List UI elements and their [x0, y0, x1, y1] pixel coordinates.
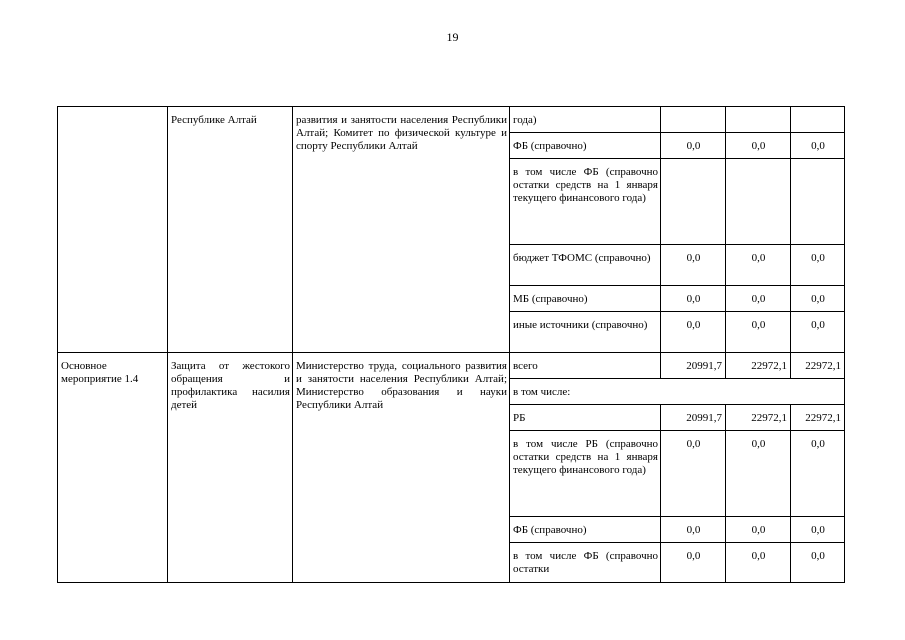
value-cell: 0,0: [791, 286, 845, 312]
value-cell: 0,0: [726, 431, 791, 517]
funding-source-cell: всего: [510, 353, 661, 379]
funding-source-cell: ФБ (справочно): [510, 133, 661, 159]
value-cell: 0,0: [661, 543, 726, 583]
value-cell: 0,0: [661, 245, 726, 286]
measure-title-cell: Защита от жестокого обращения и профилактика насилия детей: [168, 353, 293, 583]
value-cell: 0,0: [726, 312, 791, 353]
value-cell: 0,0: [726, 517, 791, 543]
value-cell: [726, 159, 791, 245]
value-cell: 0,0: [661, 286, 726, 312]
executor-cell: Министерство труда, социального развития и занятости населения Республики Алтай; Министерство образования и науки Республики Алтай: [293, 353, 510, 583]
value-cell: 0,0: [661, 431, 726, 517]
value-cell: [791, 107, 845, 133]
value-cell: 0,0: [726, 286, 791, 312]
funding-source-cell: в том числе ФБ (справочно остатки средств на 1 января текущего финансового года): [510, 159, 661, 245]
value-cell: [726, 107, 791, 133]
value-cell: 0,0: [661, 312, 726, 353]
value-cell: 22972,1: [726, 353, 791, 379]
value-cell: 0,0: [791, 517, 845, 543]
value-cell: 0,0: [791, 245, 845, 286]
funding-source-cell: бюджет ТФОМС (справочно): [510, 245, 661, 286]
funding-source-cell: ФБ (справочно): [510, 517, 661, 543]
table-row: [58, 107, 845, 133]
measure-title-cell: Республике Алтай: [168, 107, 293, 353]
value-cell: 0,0: [661, 517, 726, 543]
executor-cell: развития и занятости населения Республики Алтай; Комитет по физической культуре и спорту Республики Алтай: [293, 107, 510, 353]
value-cell: [661, 159, 726, 245]
table-row: [58, 353, 845, 379]
measure-name-cell: Основное мероприятие 1.4: [58, 353, 168, 583]
value-cell: [661, 107, 726, 133]
budget-table: [57, 106, 845, 583]
funding-source-cell: РБ: [510, 405, 661, 431]
value-cell: [791, 159, 845, 245]
value-cell: 0,0: [726, 133, 791, 159]
value-cell: 0,0: [791, 431, 845, 517]
value-cell: 22972,1: [791, 353, 845, 379]
funding-source-cell: в том числе:: [510, 379, 845, 405]
value-cell: 22972,1: [726, 405, 791, 431]
value-cell: 22972,1: [791, 405, 845, 431]
value-cell: 20991,7: [661, 405, 726, 431]
funding-source-cell: иные источники (справочно): [510, 312, 661, 353]
value-cell: 0,0: [661, 133, 726, 159]
funding-source-cell: в том числе РБ (справочно остатки средств на 1 января текущего финансового года): [510, 431, 661, 517]
value-cell: 20991,7: [661, 353, 726, 379]
funding-source-cell: МБ (справочно): [510, 286, 661, 312]
value-cell: 0,0: [726, 543, 791, 583]
page-number: 19: [446, 30, 459, 44]
measure-name-cell: [58, 107, 168, 353]
value-cell: 0,0: [791, 312, 845, 353]
value-cell: 0,0: [726, 245, 791, 286]
funding-source-cell: в том числе ФБ (справочно остатки: [510, 543, 661, 583]
value-cell: 0,0: [791, 543, 845, 583]
value-cell: 0,0: [791, 133, 845, 159]
funding-source-cell: года): [510, 107, 661, 133]
